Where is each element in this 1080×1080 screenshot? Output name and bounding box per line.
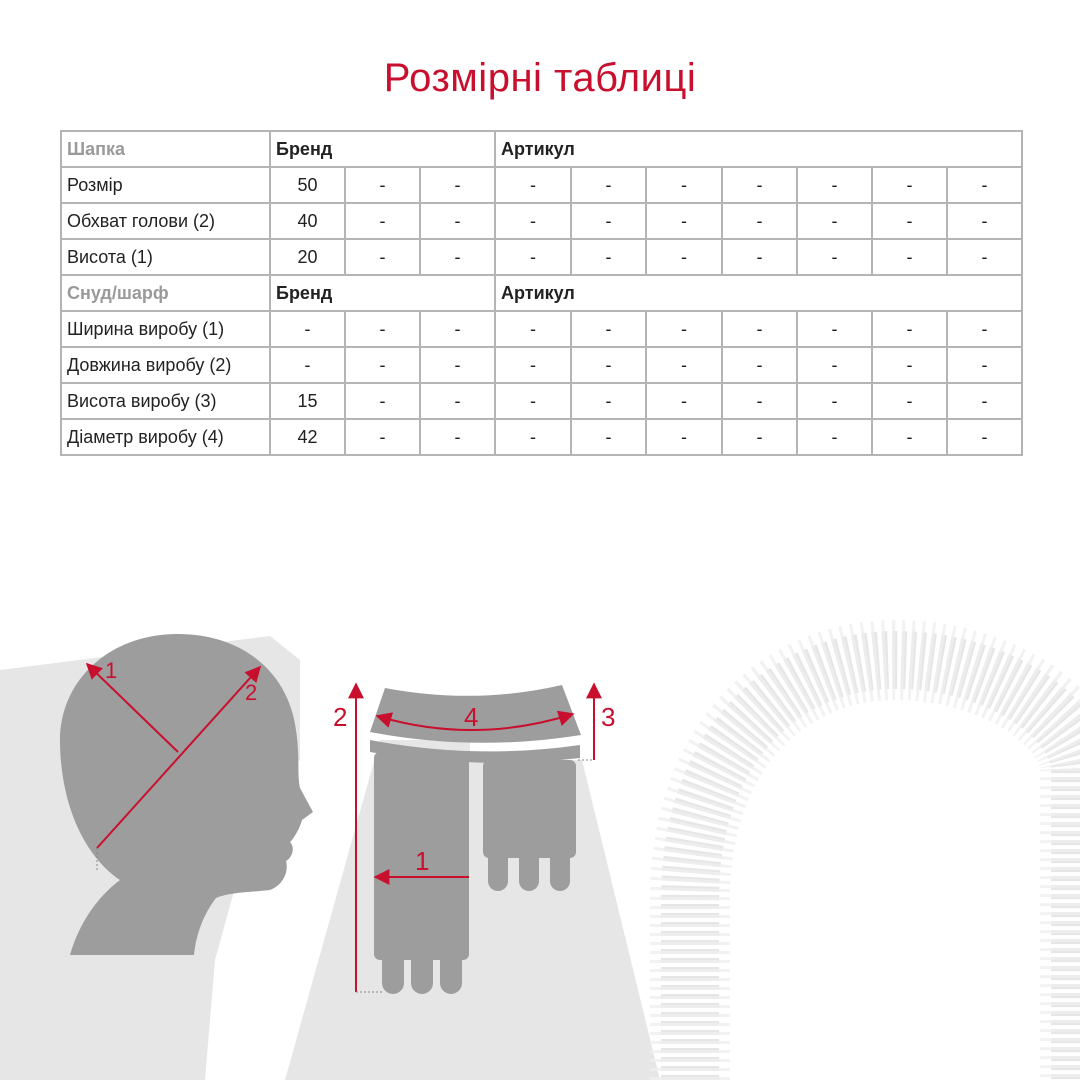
- size-cell: -: [947, 311, 1022, 347]
- size-cell: -: [495, 347, 571, 383]
- size-cell: -: [420, 383, 495, 419]
- size-cell: -: [420, 347, 495, 383]
- size-cell: -: [571, 203, 646, 239]
- size-cell: -: [420, 419, 495, 455]
- size-cell: -: [872, 311, 947, 347]
- head-silhouette: [60, 634, 313, 955]
- size-cell: -: [571, 239, 646, 275]
- size-cell: -: [646, 203, 722, 239]
- size-cell: -: [722, 383, 797, 419]
- scarf-marker-3: 3: [601, 702, 616, 732]
- size-cell: -: [797, 383, 872, 419]
- size-cell: -: [797, 203, 872, 239]
- size-cell: -: [571, 167, 646, 203]
- size-cell: -: [797, 239, 872, 275]
- size-cell: 20: [270, 239, 345, 275]
- size-cell: 42: [270, 419, 345, 455]
- row-label: Довжина виробу (2): [61, 347, 270, 383]
- measurement-diagram: [0, 590, 1080, 1080]
- table-row: [61, 203, 1022, 239]
- size-cell: -: [495, 167, 571, 203]
- size-cell: -: [345, 239, 420, 275]
- size-cell: -: [495, 419, 571, 455]
- size-cell: -: [345, 167, 420, 203]
- hat-article-header: Артикул: [495, 131, 1022, 167]
- size-cell: -: [947, 419, 1022, 455]
- hat-header-row: [61, 131, 1022, 167]
- snood-article-header: Артикул: [495, 275, 1022, 311]
- row-label: Ширина виробу (1): [61, 311, 270, 347]
- ornament-pattern: [690, 660, 1080, 1080]
- size-cell: -: [646, 167, 722, 203]
- size-cell: -: [797, 347, 872, 383]
- table-row: [61, 347, 1022, 383]
- size-cell: -: [646, 419, 722, 455]
- size-cell: -: [270, 311, 345, 347]
- hat-brand-header: Бренд: [270, 131, 495, 167]
- size-cell: -: [722, 239, 797, 275]
- size-cell: -: [420, 167, 495, 203]
- size-cell: -: [872, 239, 947, 275]
- head-marker-1: 1: [105, 658, 118, 683]
- size-cell: -: [797, 419, 872, 455]
- size-cell: -: [722, 419, 797, 455]
- size-cell: -: [797, 167, 872, 203]
- size-cell: -: [947, 347, 1022, 383]
- size-cell: -: [722, 347, 797, 383]
- table-row: [61, 167, 1022, 203]
- size-cell: -: [270, 347, 345, 383]
- size-cell: -: [646, 383, 722, 419]
- snood-brand-header: Бренд: [270, 275, 495, 311]
- size-cell: -: [947, 203, 1022, 239]
- size-cell: 15: [270, 383, 345, 419]
- size-cell: -: [345, 203, 420, 239]
- size-cell: -: [420, 203, 495, 239]
- size-cell: -: [495, 203, 571, 239]
- hat-section-label: Шапка: [61, 131, 270, 167]
- size-cell: -: [872, 383, 947, 419]
- snood-header-row: [61, 275, 1022, 311]
- size-cell: -: [345, 347, 420, 383]
- size-cell: -: [947, 167, 1022, 203]
- scarf-marker-4: 4: [464, 702, 479, 732]
- size-cell: 40: [270, 203, 345, 239]
- size-cell: -: [646, 311, 722, 347]
- scarf-marker-1: 1: [415, 846, 430, 876]
- row-label: Діаметр виробу (4): [61, 419, 270, 455]
- size-cell: -: [872, 203, 947, 239]
- page-title: Розмірні таблиці: [383, 56, 697, 100]
- size-cell: -: [722, 167, 797, 203]
- table-row: [61, 383, 1022, 419]
- table-row: [61, 239, 1022, 275]
- size-cell: -: [345, 383, 420, 419]
- size-cell: -: [420, 311, 495, 347]
- size-cell: -: [646, 239, 722, 275]
- size-cell: -: [495, 239, 571, 275]
- scarf-backdrop: [285, 740, 660, 1080]
- table-row: [61, 311, 1022, 347]
- size-cell: -: [495, 311, 571, 347]
- size-cell: -: [947, 383, 1022, 419]
- size-cell: -: [571, 383, 646, 419]
- row-label: Висота (1): [61, 239, 270, 275]
- size-cell: -: [345, 419, 420, 455]
- size-cell: -: [722, 203, 797, 239]
- size-cell: -: [345, 311, 420, 347]
- table-row: [61, 419, 1022, 455]
- size-cell: -: [947, 239, 1022, 275]
- size-cell: -: [872, 167, 947, 203]
- row-label: Висота виробу (3): [61, 383, 270, 419]
- size-cell: -: [722, 311, 797, 347]
- size-table: [60, 130, 1023, 456]
- size-cell: -: [495, 383, 571, 419]
- scarf-marker-2: 2: [333, 702, 348, 732]
- snood-section-label: Снуд/шарф: [61, 275, 270, 311]
- size-cell: -: [646, 347, 722, 383]
- head-marker-2: 2: [245, 680, 258, 705]
- size-cell: -: [872, 347, 947, 383]
- size-cell: -: [872, 419, 947, 455]
- size-cell: -: [571, 311, 646, 347]
- size-cell: -: [420, 239, 495, 275]
- row-label: Обхват голови (2): [61, 203, 270, 239]
- size-cell: 50: [270, 167, 345, 203]
- row-label: Розмір: [61, 167, 270, 203]
- size-cell: -: [571, 347, 646, 383]
- size-cell: -: [797, 311, 872, 347]
- size-cell: -: [571, 419, 646, 455]
